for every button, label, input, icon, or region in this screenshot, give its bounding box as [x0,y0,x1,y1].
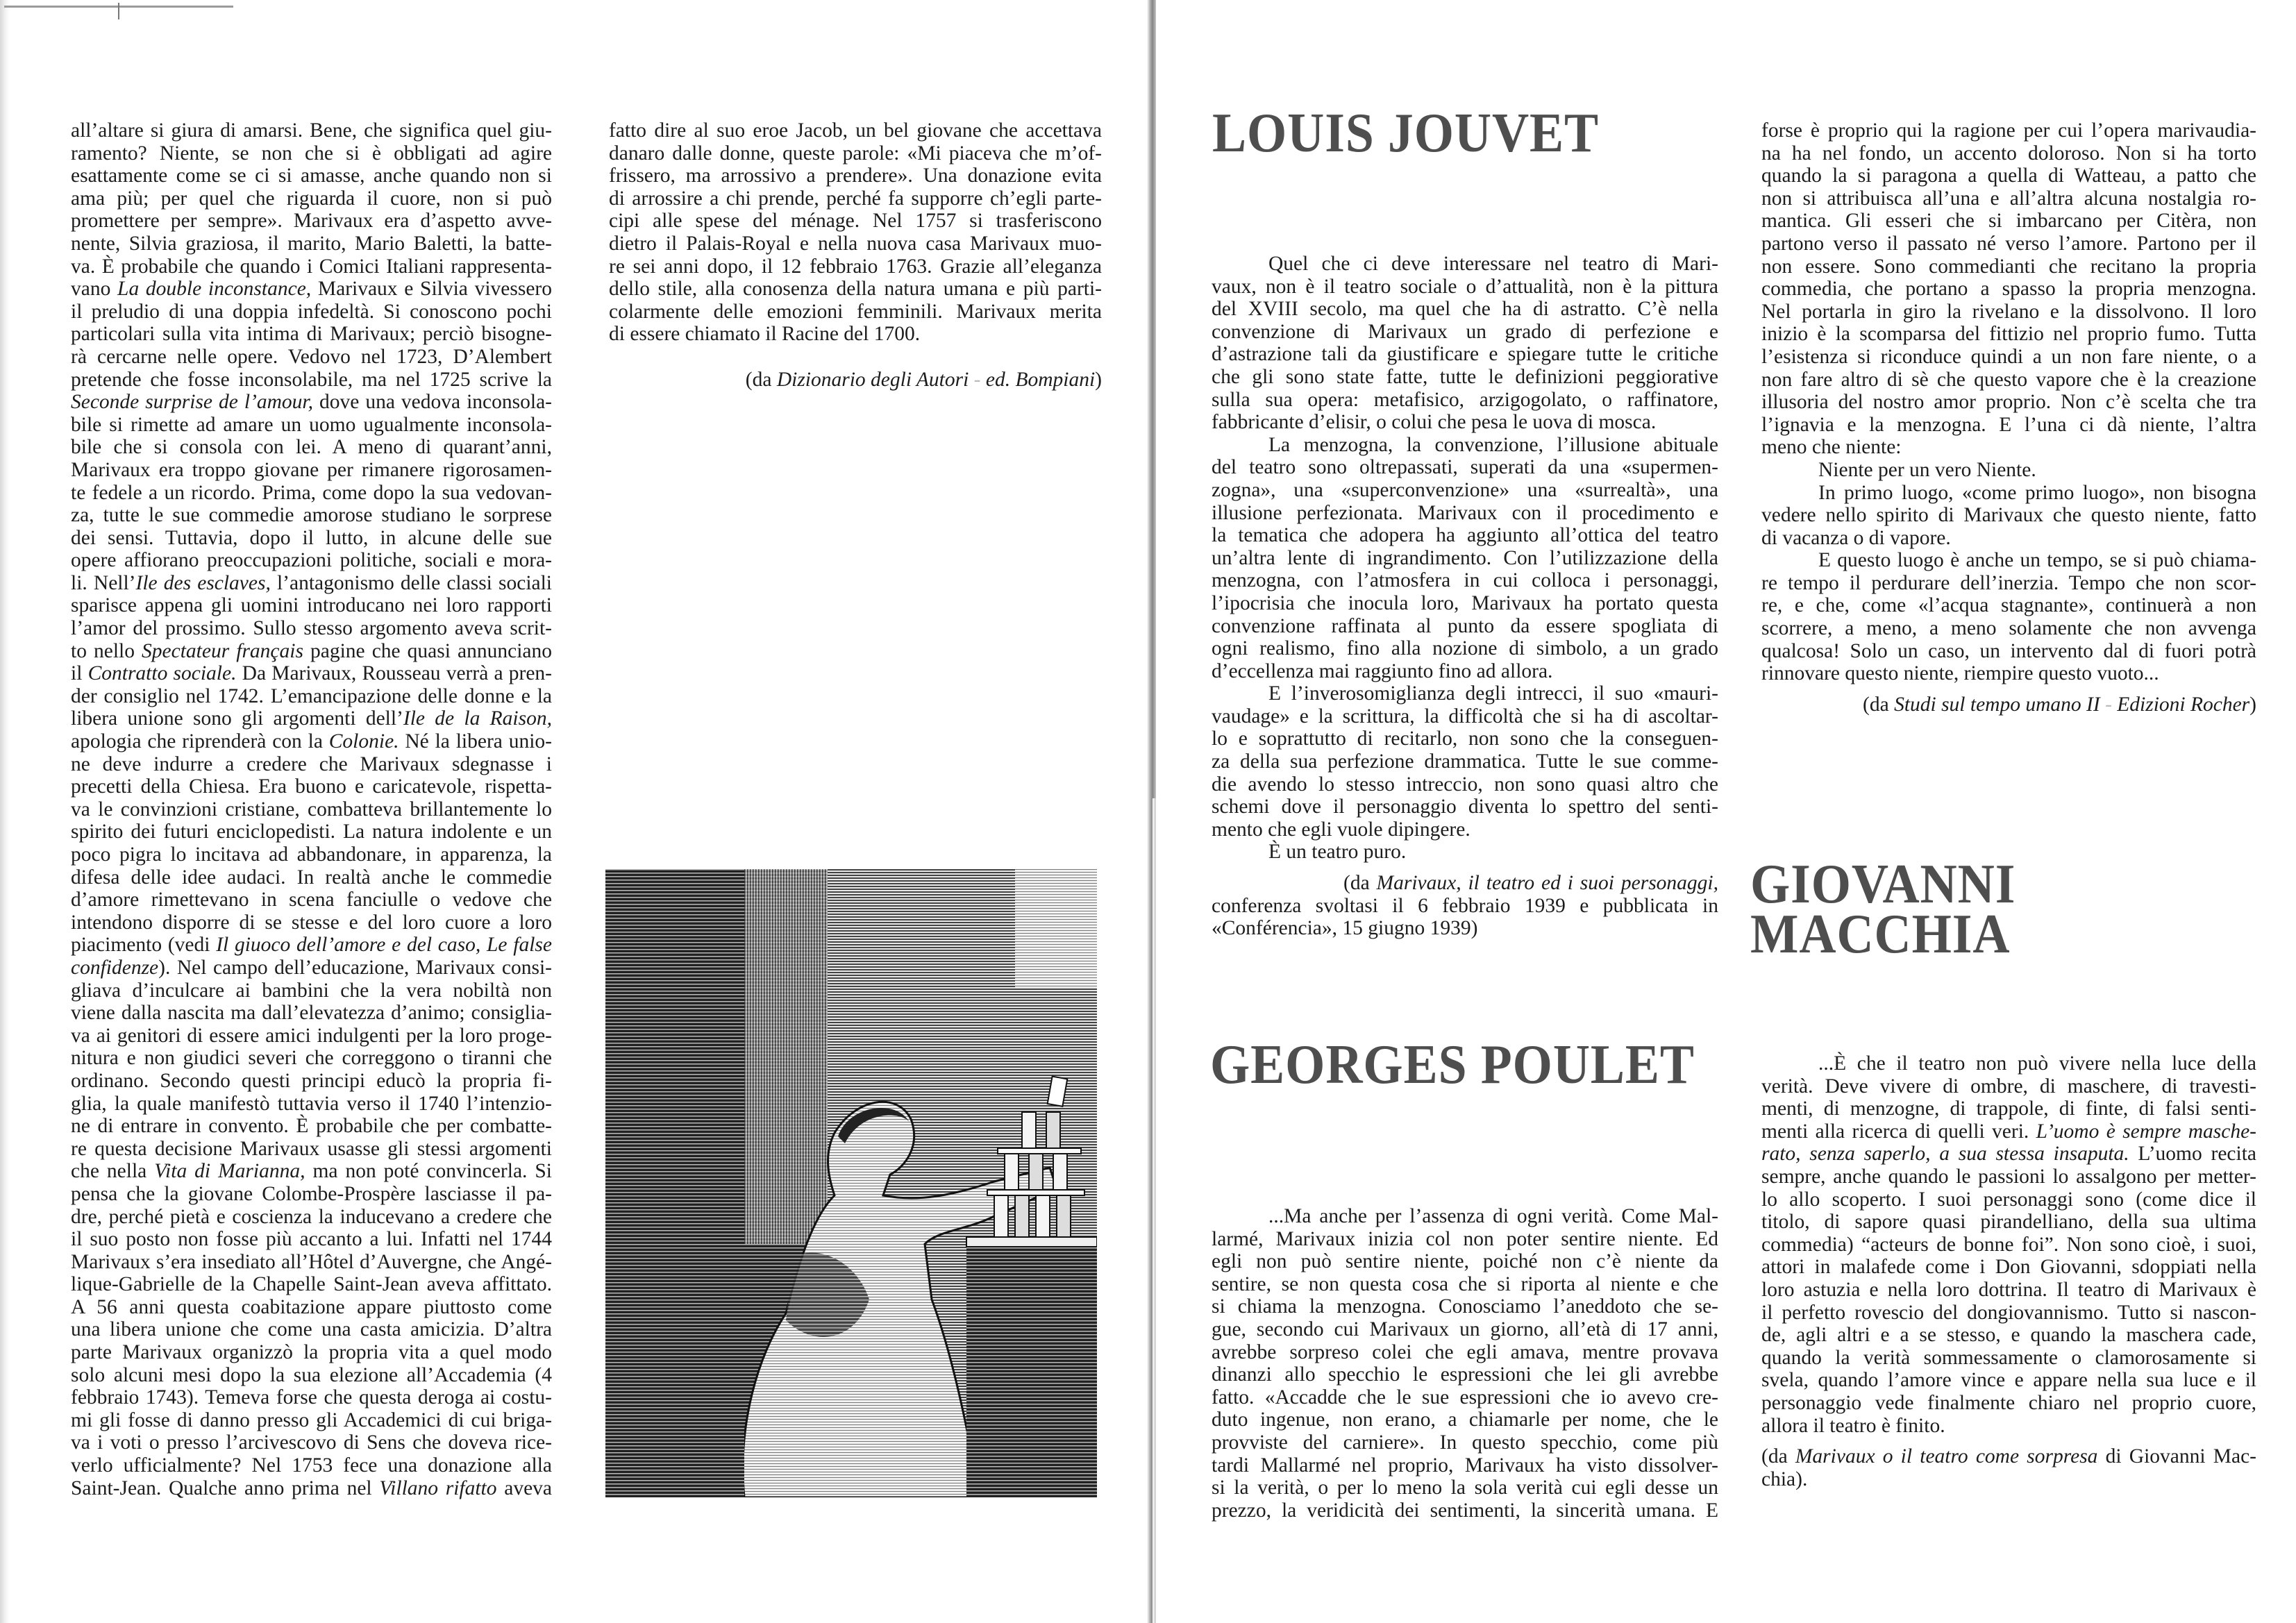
text-line: dre, perché pietà e coscienza la inducevano a credere che [71,1205,552,1228]
text-line: il Contratto sociale. Da Marivaux, Rousseau verrà a pren- [71,662,552,685]
table-top [966,1237,1097,1247]
text-line: quando la si paragona a quella di Watteau, a patto che [1761,165,2256,187]
text-line: Marivaux era troppo giovane per rimanere rigorosamen- [71,458,552,481]
text-line: lique-Gabrielle de la Chapelle Saint-Jean aveva affittato. [71,1273,552,1296]
text-line: vano La double inconstance, Marivaux e Silvia vivessero [71,278,552,301]
text-line: dei sensi. Tuttavia, dopo il lutto, in alcune delle sue [71,526,552,549]
text-line: ramento? Niente, se non che si è obbligati ad agire [71,142,552,165]
text-line: una libera unione che come una casta amicizia. D’altra [71,1318,552,1341]
text-line: personaggio vede finalmente chiaro nel proprio cuore, [1761,1391,2256,1414]
text-line: re sei anni dopo, il 12 febbraio 1763. Grazie all’eleganza [609,255,1102,278]
text-line: intendono disporre di se stesse e del loro cuore a loro [71,911,552,934]
text-line: rato, senza saperlo, a sua stessa insaputa. L’uomo recita [1761,1143,2256,1166]
text-line: partono verso il passato né verso l’amore. Partono per il [1761,232,2256,255]
text-line: rà cercarne nelle opere. Vedovo nel 1723, D’Alembert [71,345,552,368]
text-line: di essere chiamato il Racine del 1700. [609,323,921,346]
text-line: danaro dalle donne, queste parole: «Mi piaceva che m’of- [609,142,1102,165]
text-line: che nella Vita di Marianna, ma non poté convincerla. Si [71,1160,552,1183]
text-line: ne deve indurre a credere che Marivaux sdegnasse i [71,752,552,775]
column-georges-poulet-continued [1761,119,2256,716]
text-line: vaux, non è il teatro sociale o d’attualità, non è la pittura [1212,275,1718,298]
text-line: te fedele a un ricordo. Prima, come dopo la sua vedovan- [71,481,552,504]
column-giovanni-macchia [1761,1052,2256,1490]
text-line: poco pigra lo incitava ad abbandonare, in apparenza, la [71,843,552,866]
text-line: die avendo lo stesso intreccio, non sono quasi altro che [1212,773,1718,796]
text-line: fatto dire al suo eroe Jacob, un bel giovane che accettava [609,119,1102,142]
text-line: Quel che ci deve interessare nel teatro di Mari- [1268,253,1718,275]
text-line: ordinano. Secondo questi principi educò la propria fi- [71,1069,552,1092]
house-of-cards-engraving [605,869,1097,1497]
text-line: menti, di menzogne, di trappole, di finte, di falsi senti- [1761,1098,2256,1120]
text-line: l’ignavia e la menzogna. E l’una ci dà niente, l’altra [1761,413,2256,436]
citation-publisher: ed. Bompiani [985,368,1096,391]
text-line: nitura e non giudici severi che correggono o tiranni che [71,1047,552,1070]
text-line: difesa delle idee audaci. In realtà anche le commedie [71,866,552,889]
text-line: attori in malafede come i Don Giovanni, sdoppiati nella [1761,1256,2256,1279]
text-line: promettere per sempre». Marivaux era d’aspetto avve- [71,210,552,233]
text-line: de, agli altri e a se stesso, e quando la maschera cade, [1761,1324,2256,1347]
text-line: frissero, ma arrossivo a prendere». Una donazione evita [609,165,1102,187]
text-line: Saint-Jean. Qualche anno prima nel Villano rifatto aveva [71,1477,553,1499]
citation-prefix: (da [1863,693,1895,716]
text-line: fabbricante d’elisir, o colui che pesa le uova di mosca. [1212,411,1657,434]
text-line: gliava d’inculcare ai bambini che la vera nobiltà non [71,979,552,1002]
wall-pillar [744,869,828,1244]
text-line: inizio è la scomparsa del fittizio nel proprio fumo. Tutta [1761,323,2256,346]
text-line: ne di entrare in convento. È probabile che per combatte- [71,1115,552,1138]
text-line: ...Ma anche per l’assenza di ogni verità. Come Mal- [1268,1205,1718,1227]
text-line: za, tutte le sue commedie amorose studiano le sorprese [71,504,552,527]
text-line: si chiama la menzogna. Conosciamo l’aneddoto che se- [1212,1295,1718,1318]
text-line: pensa che la giovane Colombe-Prospère lasciasse il pa- [71,1182,552,1205]
text-line: Niente per un vero Niente. [1818,458,2036,481]
text-line: egli non può sentire niente, poiché non c’è niente da [1212,1250,1718,1273]
text-line: va le convinzioni cristiane, combatteva brillantemente lo [71,798,552,821]
text-line: meno che niente: [1761,436,1902,459]
text-line: del XVIII secolo, ma quel che ha di astratto. C’è nella [1212,298,1718,321]
text-line: der consiglio nel 1742. L’emancipazione delle donne e la [71,684,552,707]
text-line: (da Marivaux o il teatro come sorpresa di Giovanni Mac- [1761,1445,2256,1468]
text-line: E questo luogo è anche un tempo, se si può chiama- [1818,549,2256,572]
text-line: convenzione raffinata al punto da essere spogliata di [1212,614,1718,637]
window-light [1015,869,1097,987]
text-line: ...È che il teatro non può vivere nella luce della [1818,1052,2256,1075]
text-line: Seconde surprise de l’amour, dove una vedova inconsola- [71,391,552,414]
citation-suffix: ) [2249,693,2256,716]
text-line: di vacanza o di vapore. [1761,526,1951,549]
text-line: che gli sono state fatte, tutte le definizioni peggiorative [1212,365,1718,388]
text-line: convenzione di Marivaux un grado di perfezione e [1212,320,1718,343]
text-line: d’eccellenza mai raggiunto fino ad allora. [1212,659,1553,682]
text-line: forse è proprio qui la ragione per cui l’opera marivaudia- [1761,119,2256,142]
text-line: particolari sulla vita intima di Marivaux; perciò bisogne- [71,323,552,346]
text-line: zogna», una «superconvenzione» una «surrealtà», una [1212,478,1718,501]
text-line: non si attribuisca all’una e all’altra alcuna nostalgia ro- [1761,187,2256,210]
scan-corner-tick [118,3,119,19]
text-line: sparisce appena gli uomini introducano nei loro rapporti [71,594,552,617]
text-line: bile che si consola con lei. A meno di quarant’anni, [71,436,552,459]
column-louis-jouvet [1212,253,1718,940]
text-line: va. È probabile che quando i Comici Italiani rappresenta- [71,255,552,278]
text-line: non essere. Sono commedianti che recitano la propria [1761,255,2256,278]
text-line: si la verità, o per lo meno la sola verità cui egli desse un [1212,1477,1718,1499]
text-line: il perfetto rovescio del dongiovannismo. Tutto si nascon- [1761,1301,2256,1324]
text-line: l’esistenza si riconduce quindi a un non fare niente, o a [1761,345,2256,368]
text-line: il preludio di una doppia infedeltà. Si conoscono pochi [71,300,552,323]
text-line: lo allo scoperto. I suoi personaggi sono (come dice il [1761,1188,2256,1211]
text-line: za della sua perfezione drammatica. Tutte le sue comme- [1212,750,1718,773]
text-line: verlo ufficialmente? Nel 1753 fece una donazione alla [71,1454,552,1477]
text-line: avrebbe sorpreso colei che egli amava, mentre provava [1212,1340,1718,1363]
text-line: na ha nel fondo, un accento doloroso. Non si ha torto [1761,142,2256,165]
citation-prefix: (da [745,368,777,391]
text-line: titolo, di sapore quasi pirandelliano, della sua ultima [1761,1211,2256,1234]
page-edge-shadow [0,0,10,1623]
text-line: l’amor del prossimo. Sullo stesso argomento aveva scrit- [71,617,552,640]
text-line: parte Marivaux organizzò la propria vita a quel modo [71,1341,552,1364]
text-line: gue, secondo cui Marivaux un giorno, all’età di 17 anni, [1212,1318,1718,1340]
text-line: larmé, Marivaux inizia col non poter sentire niente. Ed [1212,1227,1718,1250]
text-line: piacimento (vedi Il giuoco dell’amore e del caso, Le false [71,934,552,957]
column-biography [71,119,552,1499]
text-line: schemi dove il personaggio diventa lo spettro del senti- [1212,796,1718,818]
text-line: vaudage» e la scrittura, la difficoltà che si ha di ascoltar- [1212,705,1718,728]
text-line: A 56 anni questa coabitazione appare piuttosto come [71,1295,552,1318]
text-line: to nello Spectateur français pagine che quasi annunciano [71,639,552,662]
citation-separator: - [2100,693,2118,716]
heading-georges-poulet: GEORGES POULET [1210,1034,1695,1095]
text-line: re questa decisione Marivaux usasse gli stessi argomenti [71,1137,552,1160]
text-line: dinanzi allo specchio le espressioni che lei gli avrebbe [1212,1363,1718,1386]
column-biography-continued [609,119,1102,391]
text-line: precetti della Chiesa. Era buono e caricatevole, rispetta- [71,775,552,798]
text-line: sentire, se non questa cosa che si riporta al niente e che [1212,1272,1718,1295]
text-line: bile si rimette ad amare un uomo ugualmente inconsola- [71,413,552,436]
text-line: prezzo, la veridicità dei sentimenti, la sincerità umana. E [1212,1499,1718,1522]
text-line: la tematica che adopera ha aggiunto all’ottica del teatro [1212,524,1718,547]
text-line: scorrere, a meno, a meno solamente che non avvenga [1761,617,2256,640]
text-line: sempre, anche quando le passioni lo assalgono per metter- [1761,1165,2256,1188]
text-line: Nel portarla in giro la rivelano e la dissolvono. Il loro [1761,300,2256,323]
source-citation-poulet [1761,693,2256,716]
text-line: dietro il Palais-Royal e nella nuova casa Marivaux muo- [609,232,1102,255]
text-line: nente, Silvia graziosa, il marito, Mario Baletti, la batte- [71,232,552,255]
text-line: qualcosa! Solo un caso, un intervento dal di fuori potrà [1761,639,2256,662]
source-citation [609,369,1102,392]
text-line: dello stile, alla conosenza della natura umana e più parti- [609,278,1102,301]
text-line: commedia, che portano a spasso la propria menzogna. [1761,278,2256,301]
text-line: va i voti o presso l’arcivescovo di Sens che doveva rice- [71,1431,552,1454]
text-line: spirito dei futuri enciclopedisti. La natura indolente e un [71,821,552,843]
text-line: il suo posto non fosse più accanto a lui. Infatti nel 1744 [71,1228,552,1251]
text-line: menzogna, con l’atmosfera in cui colloca i personaggi, [1212,569,1718,592]
heading-louis-jouvet: LOUIS JOUVET [1212,103,1600,164]
text-line: mento che egli vuole dipingere. [1212,818,1470,841]
text-line: ogni realismo, fino alla nozione di simbolo, a un grado [1212,637,1718,660]
text-line: Marivaux s’era insediato all’Hôtel d’Auvergne, che Angé- [71,1250,552,1273]
text-line: fatto. «Accadde che le sue espressioni che io avevo cre- [1212,1386,1718,1408]
text-line: sulla sua opera: metafisico, arzigogolato, o raffinatore, [1212,388,1718,411]
citation-title: Studi sul tempo umano II [1894,693,2100,716]
text-line: La menzogna, la convenzione, l’illusione abituale [1268,433,1718,456]
text-line: (da Marivaux, il teatro ed i suoi personaggi, [1343,872,1718,895]
heading-giovanni-macchia [1750,854,2016,965]
chair [605,1313,744,1497]
text-line: confidenze). Nel campo dell’educazione, Marivaux consi- [71,956,552,979]
text-line: mi gli fosse di danno presso gli Accademici di cui briga- [71,1408,552,1431]
text-line: È un teatro puro. [1268,841,1407,864]
text-line: libera unione sono gli argomenti dell’Ile de la Raison, [71,707,552,730]
text-line: del teatro sono oltrepassati, superati da una «supermen- [1212,456,1718,479]
column-georges-poulet [1212,1205,1718,1522]
text-line: lo e soprattutto di recitarlo, non sono che la conseguen- [1212,728,1718,750]
text-line: commedia) “acteurs de bonne foi”. Non sono cioè, i suoi, [1761,1233,2256,1256]
citation-title: Dizionario degli Autori [776,368,969,391]
text-line: duto ingenue, non erano, a chiamarle per nome, che le [1212,1408,1718,1431]
text-line: quando la verità sommessamente o clamorosamente si [1761,1346,2256,1369]
text-line: allora il teatro è finito. [1761,1414,1945,1437]
text-line: apologia che riprenderà con la Colonie. Né la libera unio- [71,730,552,753]
text-line: «Conférencia», 15 giugno 1939) [1212,917,1478,940]
text-line: rinnovare questo niente, riempire questo vuoto... [1761,662,2159,685]
citation-publisher: Edizioni Rocher [2117,693,2250,716]
heading-line-2: MACCHIA [1750,904,2011,965]
text-line: illusoria del nostro amor proprio. Non c’è scelta che tra [1761,391,2256,414]
text-line: illusione perfezionata. Marivaux con il procedimento e [1212,501,1718,524]
text-line: In primo luogo, «come primo luogo», non bisogna [1818,481,2256,504]
table [966,1244,1097,1497]
text-line: l’ipocrisia che inocula loro, Marivaux ha portato questa [1212,591,1718,614]
text-line: menti alla ricerca di quelli veri. L’uomo è sempre masche- [1761,1120,2256,1143]
text-line: loro astuzia e nella loro dottrina. Il teatro di Marivaux è [1761,1278,2256,1301]
text-line: mantica. Gli esseri che si imbarcano per Citèra, non [1761,210,2256,233]
text-line: d’astrazione tali da giustificare e spiegare tutte le critiche [1212,343,1718,366]
text-line: svela, quando l’amore vince e appare nella sua luce e il [1761,1369,2256,1392]
text-line: all’altare si giura di amarsi. Bene, che significa quel giu- [71,119,552,142]
text-line: viene dalla nascita ma dall’elevatezza d’animo; consiglia- [71,1002,552,1025]
text-line: tardi Mallarmé nel proprio, Marivaux ha visto dissolver- [1212,1454,1718,1477]
text-line: esattamente come se ci si amasse, anche quando non si [71,165,552,187]
text-line: verità. Deve vivere di ombre, di maschere, di travesti- [1761,1075,2256,1098]
text-line: opere affiorano preoccupazioni politiche, sociali e mora- [71,549,552,572]
text-line: re, e che, come «l’acqua stagnante», continuerà a non [1761,594,2256,617]
text-line: ama più; per quel che riguarda il cuore, non si può [71,187,552,210]
text-line: re tempo il perdurare dell’inerzia. Tempo che non scor- [1761,571,2256,594]
text-line: pretende che fosse inconsolabile, ma nel 1725 scrive la [71,368,552,391]
citation-separator: - [969,368,986,391]
text-line: E l’inverosomiglianza degli intrecci, il suo «mauri- [1268,682,1718,705]
heading-line-1: GIOVANNI [1750,854,2016,915]
text-line: cipi alle spese del ménage. Nel 1757 si trasferiscono [609,210,1102,233]
citation-suffix: ) [1095,368,1102,391]
text-line: d’amore rimettevano in scena fanciulle o vedove che [71,889,552,911]
text-line: febbraio 1743). Temeva forse che questa deroga ai costu- [71,1386,552,1409]
text-line: li. Nell’Ile des esclaves, l’antagonismo delle classi sociali [71,571,552,594]
text-line: solo alcuni mesi dopo la sua elezione all’Accademia (4 [71,1363,552,1386]
text-line: glia, la quale manifestò tuttavia verso il 1740 l’intenzio- [71,1092,552,1115]
text-line: vedere nello spirito di Marivaux che questo niente, fatto [1761,504,2256,527]
text-line: chia). [1761,1468,1808,1490]
right-page [1156,0,2296,1623]
text-line: conferenza svoltasi il 6 febbraio 1939 e pubblicata in [1212,894,1718,917]
text-line: non fare altro di sè che questo vapore che è la creazione [1761,368,2256,391]
text-line: va ai genitori di essere amici indulgenti per la loro proge- [71,1024,552,1047]
text-line: un’altra lente di ingrandimento. Con l’utilizzazione della [1212,546,1718,569]
text-line: colarmente delle emozioni femminili. Marivaux merita [609,300,1102,323]
text-line: di arrossire a chi prende, perché fa supporre ch’egli parte- [609,187,1102,210]
text-line: provviste del carniere». In questo specchio, come più [1212,1431,1718,1454]
engraving-illustration [605,869,1097,1497]
